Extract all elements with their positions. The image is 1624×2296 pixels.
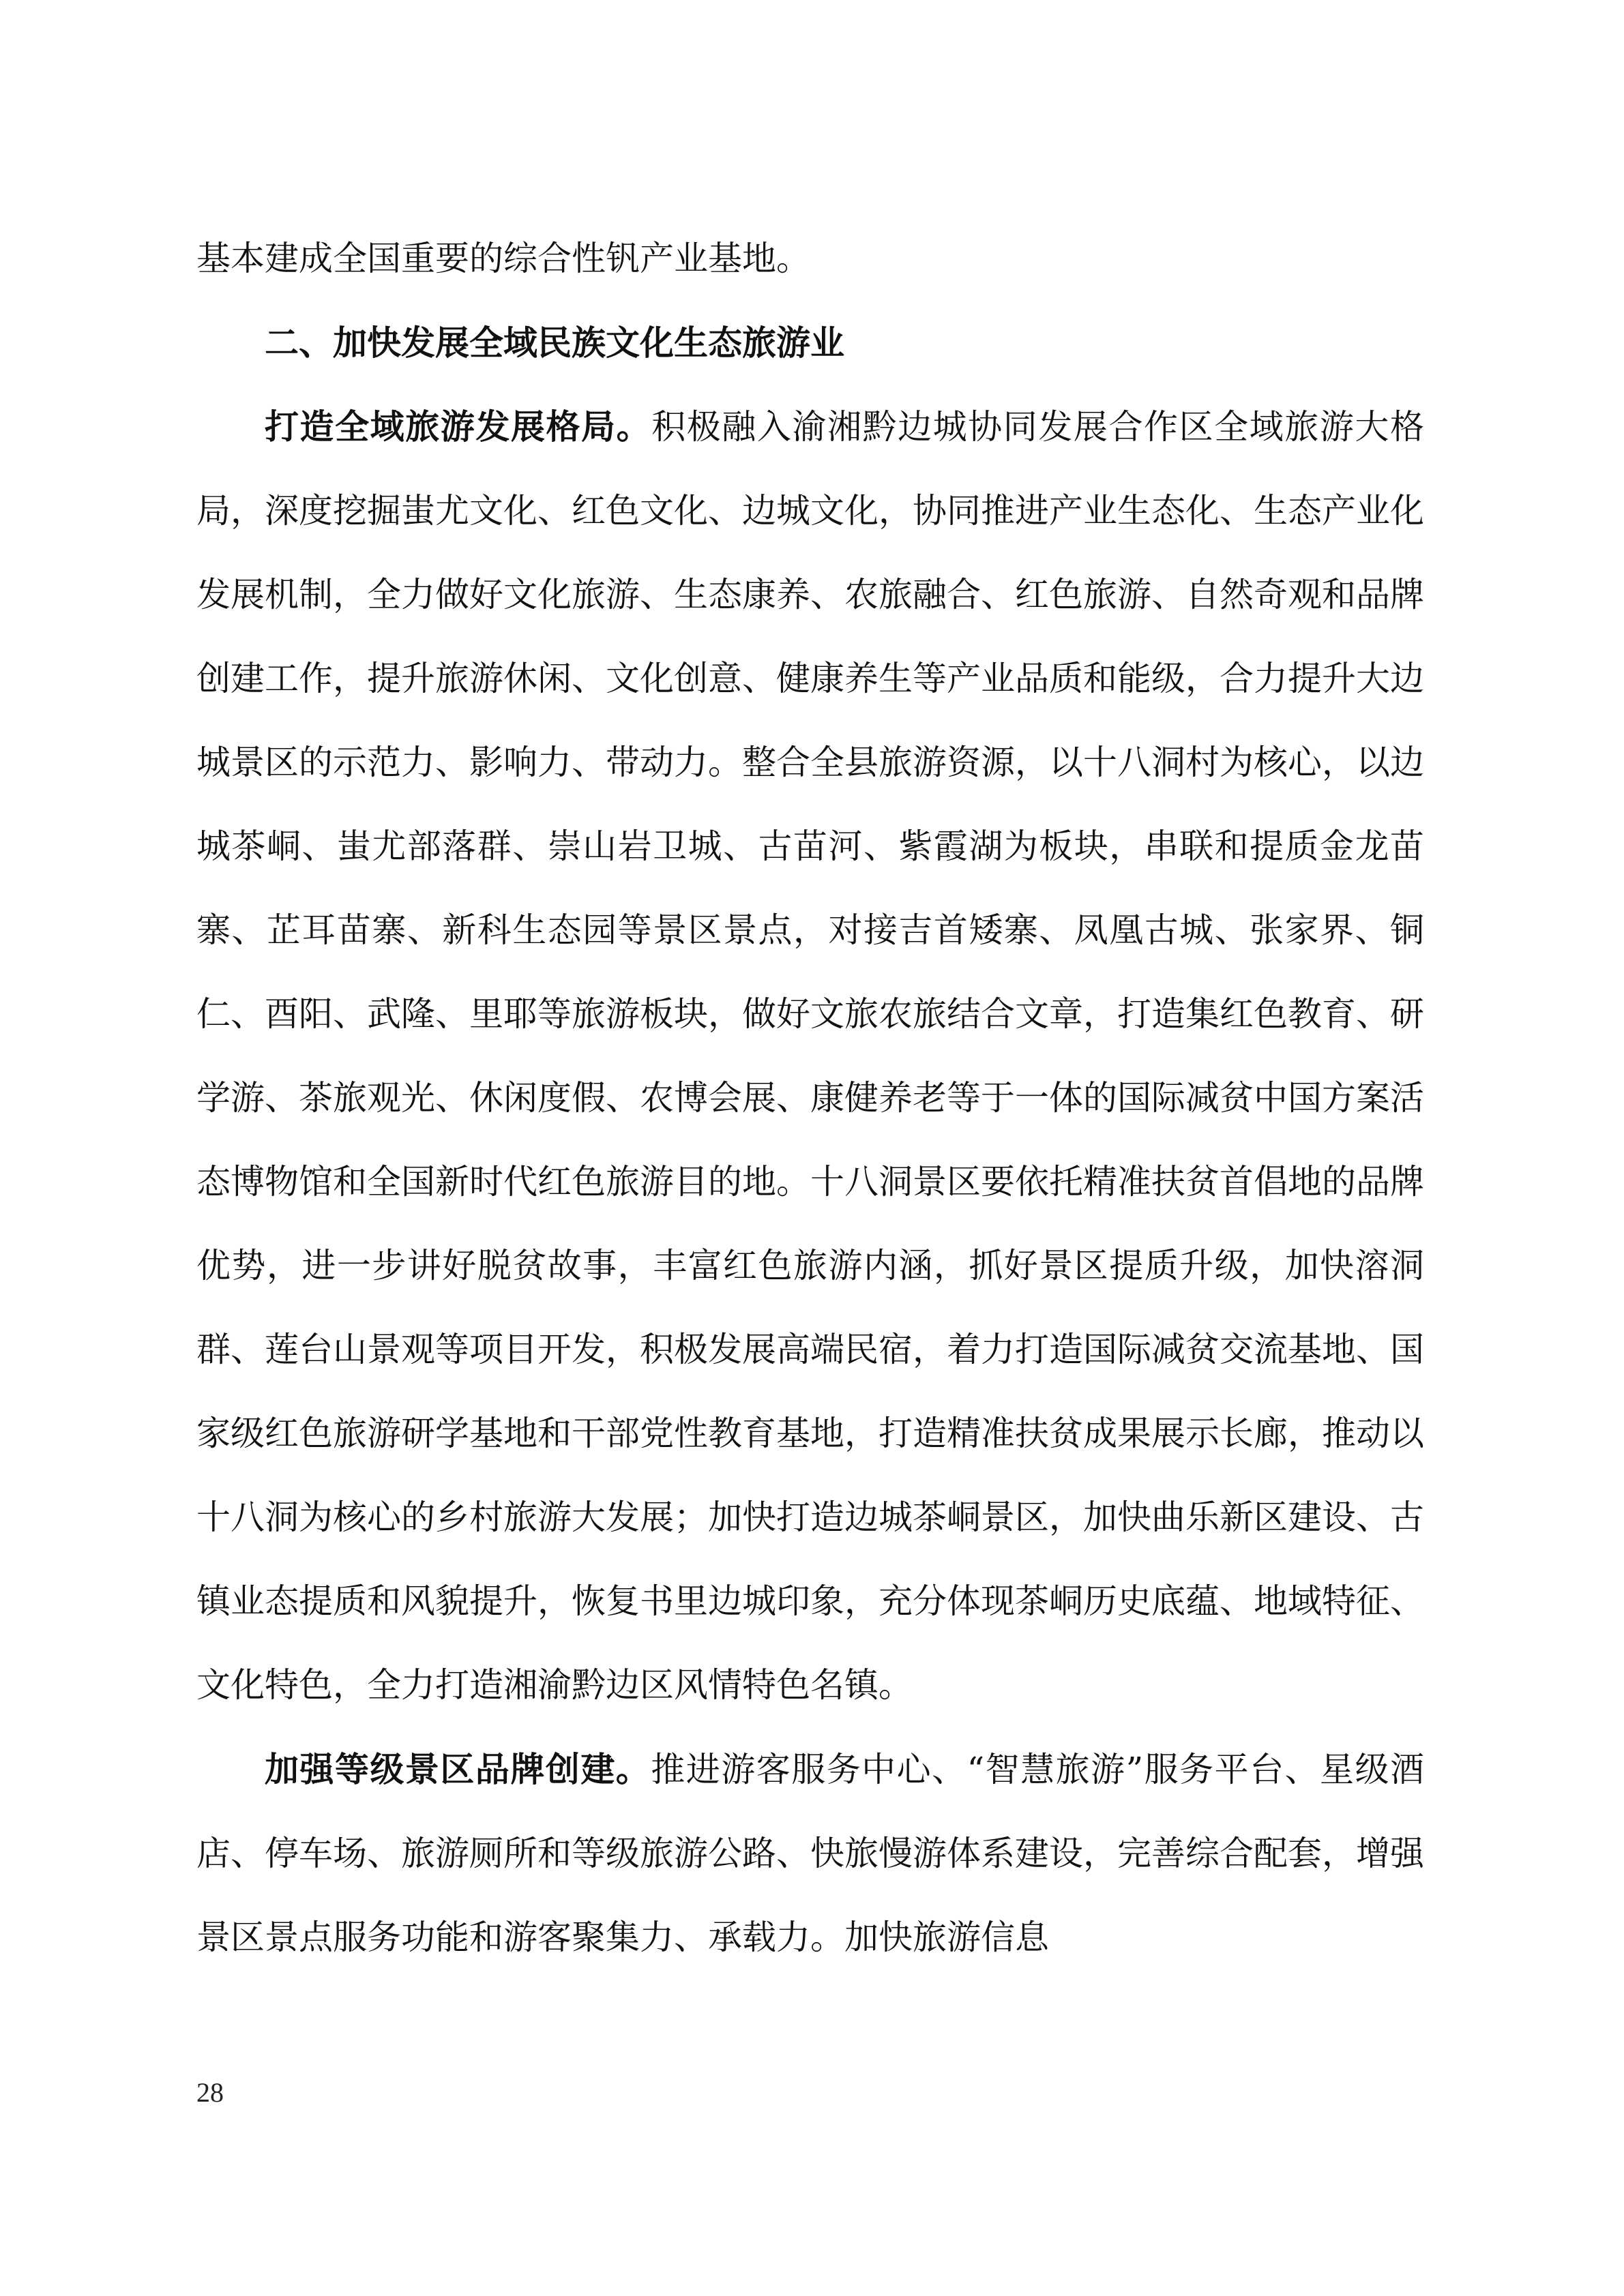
intro-line: 基本建成全国重要的综合性钒产业基地。 <box>196 239 810 278</box>
paragraph-scenic-brand <box>196 1727 1424 1980</box>
paragraph-text: 积极融入渝湘黔边城协同发展合作区全域旅游大格局，深度挖掘蚩尤文化、红色文化、边城文化，协同推进产业生态化、生态产业化发展机制，全力做好文化旅游、生态康养、农旅融合、红色旅游、自然奇观和品牌创建工作，提升旅游休闲、文化创意、健康养生等产业品质和能级，合力提升大边城景区的示范力、影响力、带动力。整合全县旅游资源，以十八洞村为核心，以边城茶峒、蚩尤部落群、崇山岩卫城、古苗河、紫霞湖为板块，串联和提质金龙苗寨、芷耳苗寨、新科生态园等景区景点，对接吉首矮寨、凤凰古城、张家界、铜仁、酉阳、武隆、里耶等旅游板块，做好文旅农旅结合文章，打造集红色教育、研学游、茶旅观光、休闲度假、农博会展、康健养老等于一体的国际减贫中国方案活态博物馆和全国新时代红色旅游目的地。十八洞景区要依托精准扶贫首倡地的品牌优势，进一步讲好脱贫故事，丰富红色旅游内涵，抓好景区提质升级，加快溶洞群、莲台山景观等项目开发，积极发展高端民宿，着力打造国际减贫交流基地、国家级红色旅游研学基地和干部党性教育基地，打造精准扶贫成果展示长廊，推动以十八洞为核心的乡村旅游大发展；加快打造边城茶峒景区，加快曲乐新区建设、古镇业态提质和风貌提升，恢复书里边城印象，充分体现茶峒历史底蕴、地域特征、文化特色，全力打造湘渝黔边区风情特色名镇。 <box>196 407 1424 1705</box>
paragraph-lead: 打造全域旅游发展格局。 <box>265 406 652 447</box>
paragraph-tourism-layout <box>196 385 1424 1727</box>
page-number: 28 <box>196 2077 224 2108</box>
paragraph-lead: 加强等级景区品牌创建。 <box>265 1749 651 1789</box>
section-heading: 二、加快发展全域民族文化生态旅游业 <box>265 323 844 363</box>
paragraph-text: 推进游客服务中心、“智慧旅游”服务平台、星级酒店、停车场、旅游厕所和等级旅游公路、快旅慢游体系建设，完善综合配套，增强景区景点服务功能和游客聚集力、承载力。加快旅游信息 <box>196 1750 1425 1957</box>
document-body <box>196 217 1424 1980</box>
